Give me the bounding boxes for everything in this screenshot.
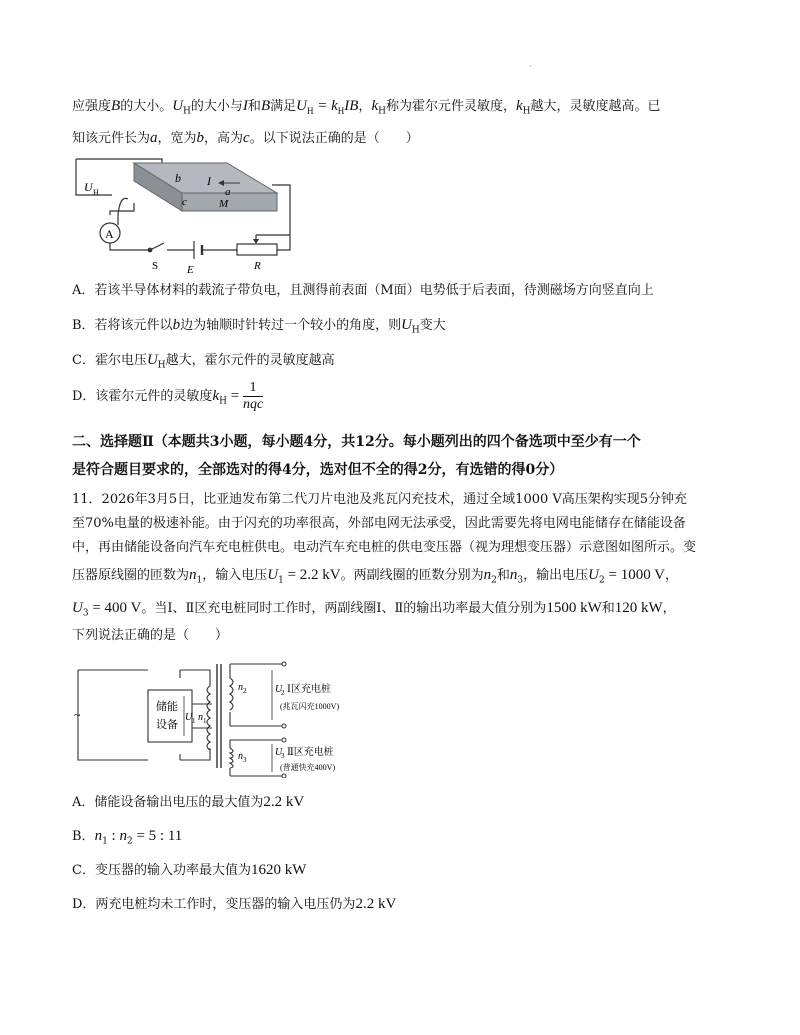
hall-formula: $U_H = k_HIB$	[296, 98, 359, 116]
q11-option-b: B．$n_1$ : $n_2 = 5$ : 11	[72, 828, 183, 847]
hall-element-figure	[72, 155, 312, 275]
zone2-title: Ⅱ区充电桩	[287, 747, 334, 758]
m-label: M	[219, 198, 229, 210]
c-label: c	[182, 196, 187, 208]
svg-text:3: 3	[281, 752, 285, 760]
transformer-figure	[72, 656, 392, 778]
q10-option-b: B．若将该元件以b边为轴顺时针转过一个较小的角度，则$U_H$变大	[72, 317, 446, 336]
source-loop-wire	[78, 670, 148, 760]
q11-line-3: 中，再由储能设备向汽车充电桩供电。电动汽车充电桩的供电变压器（视为理想变压器）示意图如图所示。变	[72, 540, 697, 555]
secondary-coil-2-icon	[230, 748, 233, 768]
section2-title-line-2: 是符合题目要求的，全部选对的得4分，选对但不全的得2分，有选错的得0分）	[72, 462, 564, 478]
battery-icon	[194, 241, 202, 259]
zone2-u-label: U	[275, 747, 283, 758]
q10-option-a: A．若该半导体材料的载流子带负电，且测得前表面（M面）电势低于后表面，待测磁场方向竖直向上	[72, 283, 654, 298]
n1-label: n	[198, 712, 203, 723]
uh-label: U	[84, 180, 93, 194]
terminal-icon	[282, 738, 286, 742]
secondary-coil-1-icon	[230, 678, 233, 710]
q10-option-d: D．该霍尔元件的灵敏度$k_H$ = $\frac{1}{\text{nqc}}$	[72, 380, 264, 412]
q11-line-5: $U_3 = 400$ V。当Ⅰ、Ⅱ区充电桩同时工作时，两副线圈Ⅰ、Ⅱ的输出功率最大值分别为1500 kW和120 kW，	[72, 600, 676, 619]
q11-line-1: 11．2026年3月5日，比亚迪发布第二代刀片电池及兆瓦闪充技术，通过全域1000 V高压架构实现5分钟充	[72, 492, 688, 507]
b-label: b	[175, 171, 181, 185]
svg-text:1: 1	[192, 717, 196, 725]
svg-text:1: 1	[203, 717, 207, 725]
svg-text:3: 3	[243, 756, 247, 764]
q11-line-2: 至70%电量的极速补能。由于闪充的功率很高，外部电网无法承受，因此需要先将电网电能储存在储能设备	[72, 516, 686, 531]
svg-text:2: 2	[281, 689, 285, 697]
hall-slab	[134, 163, 277, 211]
terminal-icon	[282, 662, 286, 666]
zone2-note: (普通快充400V)	[280, 763, 336, 772]
q11-option-d: D．两充电桩均未工作时，变压器的输入电压仍为2.2 kV	[72, 896, 397, 912]
q11-option-c: C．变压器的输入功率最大值为1620 kW	[72, 862, 307, 878]
terminal-icon	[282, 724, 286, 728]
ammeter-label: A	[105, 227, 114, 241]
ac-source-icon: ~	[74, 708, 81, 722]
a-label: a	[225, 186, 231, 198]
q10-option-c: C．霍尔电压$U_H$越大，霍尔元件的灵敏度越高	[72, 352, 335, 371]
s-label: S	[152, 260, 159, 272]
rheostat-icon	[237, 244, 277, 255]
q11-line-4: 压器原线圈的匝数为$n_1$，输入电压$U_1 = 2.2$ kV。两副线圈的匝数分别为$n_2$和$n_3$，输出电压$U_2 = 1000$ V，	[72, 567, 679, 586]
zone1-note: (兆瓦闪充1000V)	[280, 702, 340, 711]
section2-title-line-1: 二、选择题Ⅱ（本题共3小题，每小题4分，共12分。每小题列出的四个备选项中至少有一个	[72, 434, 641, 450]
svg-text:H: H	[93, 188, 99, 197]
primary-coil-icon	[207, 686, 210, 750]
r-label: R	[254, 260, 261, 272]
q10-line-2: 知该元件长为a，宽为b，高为c。以下说法正确的是（ ）	[72, 130, 419, 146]
q11-option-a: A．储能设备输出电压的最大值为2.2 kV	[72, 794, 305, 810]
storage-label-2: 设备	[156, 719, 178, 731]
sensitivity-fraction: $\frac{1}{\text{nqc}}$	[242, 380, 264, 412]
zone1-title: Ⅰ区充电桩	[287, 684, 331, 695]
n2-label: n	[238, 682, 243, 693]
page-dot: ·	[529, 62, 532, 71]
svg-text:2: 2	[243, 687, 247, 695]
n3-label: n	[238, 751, 243, 762]
q11-line-6: 下列说法正确的是（ ）	[72, 628, 229, 643]
terminal-icon	[282, 774, 286, 778]
u1-label: U	[185, 712, 193, 723]
current-label: I	[207, 174, 211, 188]
e-label: E	[187, 264, 194, 275]
q10-line-1: 应强度B的大小。$U_H$的大小与I和B满足$U_H = k_HIB$，$k_H$称为霍尔元件灵敏度，$k_H$越大，灵敏度越高。已	[72, 98, 661, 117]
switch-icon	[148, 243, 164, 252]
zone1-u-label: U	[275, 684, 283, 695]
storage-label-1: 储能	[156, 701, 178, 713]
